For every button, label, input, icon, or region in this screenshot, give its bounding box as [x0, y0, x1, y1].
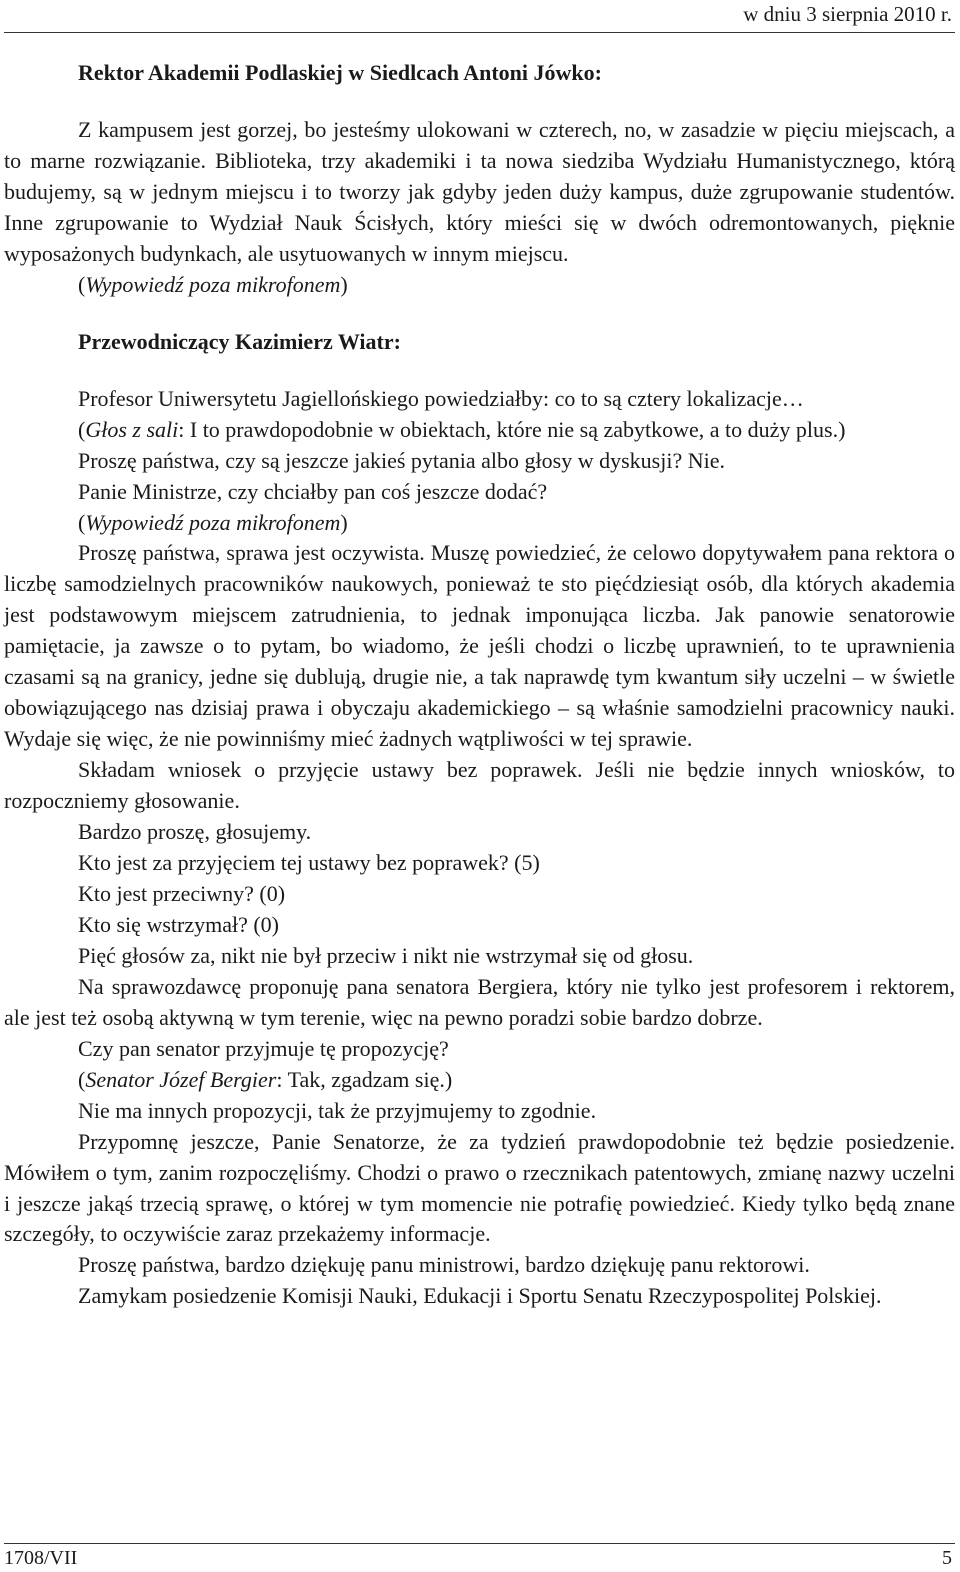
paragraph: Kto jest za przyjęciem tej ustawy bez poprawek? (5)	[78, 850, 540, 876]
paragraph: Zamykam posiedzenie Komisji Nauki, Edukacji i Sportu Senatu Rzeczypospolitej Polskiej.	[78, 1283, 882, 1309]
header-divider	[4, 32, 955, 33]
paragraph: Przypomnę jeszcze, Panie Senatorze, że za tydzień prawdopodobnie też będzie posiedzenie. Mówiłem o tym, zanim rozpoczęliśmy. Chodzi o prawo o rzecznikach patentowych, zmianę nazwy uczelni i jeszcze jakąś trzecią sprawę, o której w tym momencie nie potrafię powiedzieć. Kiedy tylko będą znane szczegóły, to oczywiście zaraz przekażemy informacje.	[4, 1128, 955, 1247]
paragraph: Pięć głosów za, nikt nie był przeciw i nikt nie wstrzymał się od głosu.	[78, 942, 694, 968]
paragraph: Nie ma innych propozycji, tak że przyjmujemy to zgodnie.	[78, 1097, 597, 1123]
paragraph: Proszę państwa, czy są jeszcze jakieś pytania albo głosy w dyskusji? Nie.	[78, 447, 725, 473]
paragraph: Proszę państwa, bardzo dziękuję panu ministrowi, bardzo dziękuję panu rektorowi.	[78, 1252, 810, 1278]
paragraph: Na sprawozdawcę proponuję pana senatora Bergiera, który nie tylko jest profesorem i rektorem, ale jest też osobą aktywną w tym terenie, więc na pewno poradzi sobie bardzo dobrze.	[4, 973, 955, 1030]
stage-direction: (Wypowiedź poza mikrofonem)	[78, 509, 348, 535]
speaker-heading-chairman: Przewodniczący Kazimierz Wiatr:	[78, 328, 401, 354]
paragraph: Profesor Uniwersytetu Jagiellońskiego powiedziałby: co to są cztery lokalizacje…	[78, 385, 804, 411]
paragraph: Kto się wstrzymał? (0)	[78, 911, 279, 937]
speaker-heading-rector: Rektor Akademii Podlaskiej w Siedlcach Antoni Jówko:	[78, 60, 602, 85]
header-date: w dniu 3 sierpnia 2010 r.	[743, 2, 952, 26]
stage-direction: (Senator Józef Bergier: Tak, zgadzam się.)	[78, 1066, 453, 1092]
paragraph: Kto jest przeciwny? (0)	[78, 880, 286, 906]
document-id: 1708/VII	[4, 1547, 78, 1569]
stage-direction: (Wypowiedź poza mikrofonem)	[78, 271, 348, 297]
paragraph: Panie Ministrze, czy chciałby pan coś jeszcze dodać?	[78, 478, 548, 504]
paragraph: Bardzo proszę, głosujemy.	[78, 819, 312, 845]
paragraph: Składam wniosek o przyjęcie ustawy bez poprawek. Jeśli nie będzie innych wniosków, to rozpoczniemy głosowanie.	[4, 757, 955, 814]
transcript-body	[4, 58, 955, 1312]
paragraph: Z kampusem jest gorzej, bo jesteśmy ulokowani w czterech, no, w zasadzie w pięciu miejscach, a to marne rozwiązanie. Biblioteka, trzy akademiki i ta nowa siedziba Wydziału Humanistycznego, którą budujemy, są w jednym miejscu i to tworzy jak gdyby jeden duży kampus, duże zgrupowanie studentów. Inne zgrupowanie to Wydział Nauk Ścisłych, który mieści się w dwóch odremontowanych, pięknie wyposażonych budynkach, ale usytuowanych w innym miejscu.	[4, 117, 955, 266]
footer-divider	[4, 1543, 955, 1544]
paragraph: Czy pan senator przyjmuje tę propozycję?	[78, 1035, 449, 1061]
page-number: 5	[942, 1547, 952, 1569]
paragraph: Proszę państwa, sprawa jest oczywista. Muszę powiedzieć, że celowo dopytywałem pana rektora o liczbę samodzielnych pracowników naukowych, ponieważ te sto pięćdziesiąt osób, dla których akademia jest podstawowym miejscem zatrudnienia, to jednak imponująca liczba. Jak panowie senatorowie pamiętacie, ja zawsze o to pytam, bo wiadomo, że jeśli chodzi o liczbę uprawnień, to te uprawnienia czasami są na granicy, jedne się dublują, drugie nie, a tak naprawdę tym kwantum siły uczelni – w świetle obowiązującego nas dzisiaj prawa i obyczaju akademickiego – są właśnie samodzielni pracownicy nauki. Wydaje się więc, że nie powinniśmy mieć żadnych wątpliwości w tej sprawie.	[4, 540, 955, 752]
stage-direction: (Głos z sali: I to prawdopodobnie w obiektach, które nie są zabytkowe, a to duży plus.)	[78, 416, 846, 442]
